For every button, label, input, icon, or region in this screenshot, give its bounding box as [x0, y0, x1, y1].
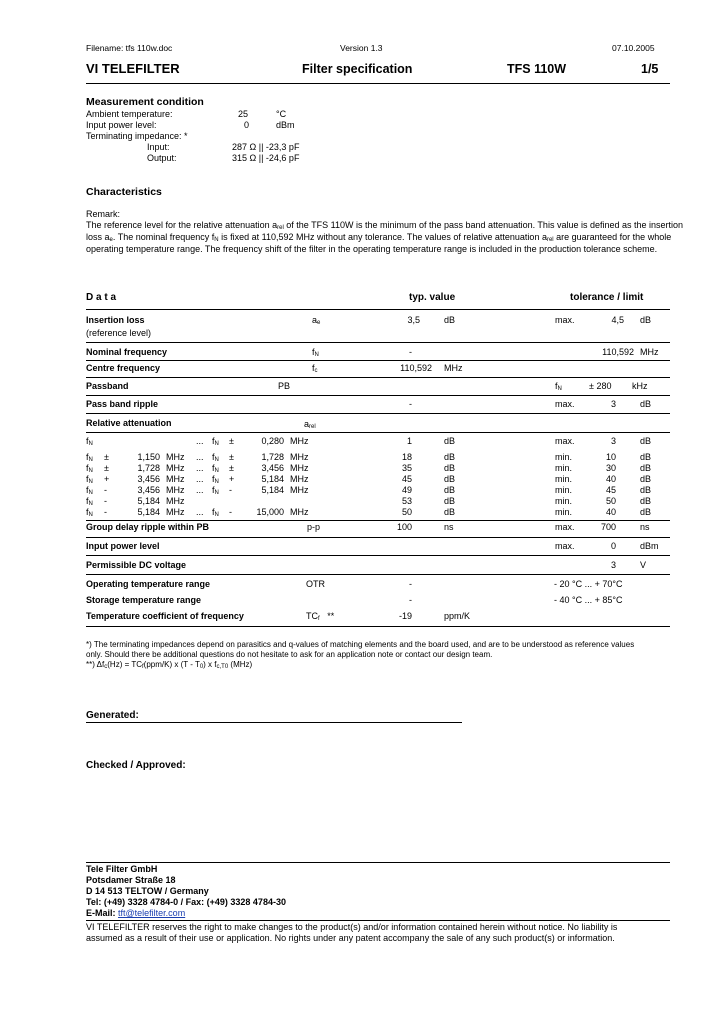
relatt-v2: 3,456	[261, 463, 284, 473]
group-tunit: ns	[640, 522, 650, 532]
row-divider	[86, 377, 670, 378]
relatt-typ: 35	[401, 463, 412, 473]
ripple-typ: -	[409, 399, 412, 409]
header-date: 07.10.2005	[612, 43, 655, 53]
relatt-f1: $f_N$	[86, 474, 93, 485]
relatt-dots: ...	[196, 485, 204, 495]
row-divider	[86, 537, 670, 538]
dc-unit: V	[640, 560, 647, 570]
group-value: 700	[600, 522, 616, 532]
relatt-unit: dB	[444, 485, 456, 495]
group-unit: ns	[444, 522, 454, 532]
nominal-typ: -	[409, 347, 412, 357]
tc-symbol: $TC_f$ **	[306, 611, 335, 622]
relatt-unit: dB	[444, 507, 456, 517]
relatt-dots: ...	[196, 436, 204, 446]
note-1: *) The terminating impedances depend on parasitics and q-values of matching elements and the board used, and are to be understood as reference values	[86, 640, 635, 649]
relatt-u1: MHz	[166, 474, 185, 484]
relatt-f1: $f_N$	[86, 452, 93, 463]
relatt-u1: MHz	[166, 485, 185, 495]
ripple-unit: dB	[640, 399, 652, 409]
company-phone: Tel: (+49) 3328 4784-0 / Fax: (+49) 3328 4784-30	[86, 897, 286, 907]
output-impedance: 315 Ω || -24,6 pF	[232, 153, 300, 163]
relatt-v1: 3,456	[137, 474, 160, 484]
relatt-v2: 5,184	[261, 474, 284, 484]
relatt-u2: MHz	[290, 485, 309, 495]
insertion-unit: dB	[444, 315, 456, 325]
footer-divider	[86, 862, 670, 863]
centre-symbol: $f_c$	[312, 363, 318, 374]
relatt-val: 40	[605, 507, 616, 517]
relatt-unit: dB	[444, 452, 456, 462]
relatt-f2: $f_N$	[212, 485, 219, 496]
relatt-f1: $f_N$	[86, 507, 93, 518]
relatt-op2: ±	[229, 463, 234, 473]
terminating-label: Terminating impedance: *	[86, 131, 188, 141]
company-street: Potsdamer Straße 18	[86, 875, 176, 885]
group-symbol: p-p	[307, 522, 321, 532]
input-impedance: 287 Ω || -23,3 pF	[232, 142, 300, 152]
relatt-typ: 49	[401, 485, 412, 495]
relatt-op2: +	[229, 474, 235, 484]
relatt-tunit: dB	[640, 474, 652, 484]
ripple-value: 3	[610, 399, 616, 409]
relatt-typ: 1	[406, 436, 412, 446]
passband-symbol: PB	[278, 381, 291, 391]
relatt-op2: ±	[229, 436, 234, 446]
generated-line	[86, 722, 462, 723]
relatt-unit: dB	[444, 474, 456, 484]
footer-divider-2	[86, 920, 670, 921]
relatt-v2: 15,000	[256, 507, 284, 517]
dc-value: 3	[610, 560, 616, 570]
table-head-data: D a t a	[86, 292, 117, 303]
email-row	[86, 909, 185, 918]
relatt-u2: MHz	[290, 436, 309, 446]
remark-label: Remark:	[86, 209, 121, 219]
tc-typ: -19	[398, 611, 412, 621]
storage-label: Storage temperature range	[86, 595, 202, 605]
nominal-value: 110,592	[602, 347, 634, 357]
measurement-heading: Measurement condition	[86, 96, 204, 108]
ambient-unit: °C	[276, 109, 287, 119]
table-bottom-divider	[86, 626, 670, 627]
note-3: **) $\Delta f_c(Hz) = TC_f(ppm/K)$ x $(T - T_0)$ x $f_{c,T0}$ (MHz)	[86, 660, 253, 670]
email-link[interactable]: tft@telefilter.com	[118, 908, 186, 918]
relatt-u1: MHz	[166, 507, 185, 517]
relatt-tunit: dB	[640, 452, 652, 462]
company-name: Tele Filter GmbH	[86, 864, 158, 874]
relatt-tol: max.	[555, 436, 575, 446]
relatt-u2: MHz	[290, 507, 309, 517]
relatt-dots: ...	[196, 452, 204, 462]
centre-unit: MHz	[444, 363, 463, 373]
relatt-tol: min.	[555, 474, 573, 484]
relatt-u2: MHz	[290, 463, 309, 473]
relatt-f2: $f_N$	[212, 463, 219, 474]
brand-vi: VI	[86, 61, 99, 76]
relatt-v1: 3,456	[137, 485, 160, 495]
relatt-val: 45	[605, 485, 616, 495]
passband-unit: kHz	[632, 381, 648, 391]
relatt-tol: min.	[555, 452, 573, 462]
relatt-v2: 1,728	[261, 452, 284, 462]
relatt-f2: $f_N$	[212, 474, 219, 485]
relatt-op1: -	[104, 496, 107, 506]
relatt-tol: min.	[555, 507, 573, 517]
relatt-op2: -	[229, 507, 232, 517]
relatt-tunit: dB	[640, 463, 652, 473]
relatt-op1: ±	[104, 452, 109, 462]
checked-label: Checked / Approved:	[86, 760, 186, 771]
relatt-v2: 0,280	[261, 436, 284, 446]
otr-symbol: OTR	[306, 579, 325, 589]
tc-label: Temperature coefficient of frequency	[86, 611, 244, 621]
group-typ: 100	[396, 522, 412, 532]
group-label: Group delay ripple within PB	[86, 522, 210, 532]
otr-range: - 20 °C ... + 70°C	[554, 579, 623, 589]
nominal-label: Nominal frequency	[86, 347, 168, 357]
passband-label: Passband	[86, 381, 129, 391]
table-head-typ: typ. value	[409, 292, 456, 303]
power-label: Input power level:	[86, 120, 157, 130]
relatt-val: 3	[610, 436, 616, 446]
relatt-op2: -	[229, 485, 232, 495]
group-tol: max.	[555, 522, 575, 532]
relatt-tol: min.	[555, 496, 573, 506]
inpower-tol: max.	[555, 541, 575, 551]
relatt-dots: ...	[196, 463, 204, 473]
relatt-typ: 53	[401, 496, 412, 506]
relatt-label: Relative attenuation	[86, 418, 172, 428]
row-divider	[86, 574, 670, 575]
filename: Filename: tfs 110w.doc	[86, 43, 173, 53]
relatt-op1: ±	[104, 463, 109, 473]
company-city: D 14 513 TELTOW / Germany	[86, 886, 209, 896]
characteristics-heading: Characteristics	[86, 186, 162, 198]
relatt-val: 50	[605, 496, 616, 506]
relatt-tunit: dB	[640, 507, 652, 517]
passband-ref: $f_N$	[555, 381, 562, 392]
relatt-u2: MHz	[290, 474, 309, 484]
relatt-op1: -	[104, 507, 107, 517]
relatt-f2: $f_N$	[212, 507, 219, 518]
relatt-unit: dB	[444, 436, 456, 446]
passband-pm: ± 280	[589, 381, 612, 391]
insertion-limit-unit: dB	[640, 315, 652, 325]
relatt-val: 40	[605, 474, 616, 484]
relatt-v1: 1,150	[137, 452, 160, 462]
relatt-typ: 45	[401, 474, 412, 484]
nominal-unit: MHz	[640, 347, 659, 357]
relatt-f2: $f_N$	[212, 436, 219, 447]
ripple-tol: max.	[555, 399, 575, 409]
relatt-v2: 5,184	[261, 485, 284, 495]
insertion-typ: 3,5	[407, 315, 420, 325]
relatt-tol: min.	[555, 463, 573, 473]
relatt-tunit: dB	[640, 496, 652, 506]
relatt-u1: MHz	[166, 496, 185, 506]
relatt-typ: 50	[401, 507, 412, 517]
relatt-u2: MHz	[290, 452, 309, 462]
insertion-sublabel: (reference level)	[86, 328, 152, 338]
input-label: Input:	[147, 142, 170, 152]
relatt-v1: 5,184	[137, 496, 160, 506]
relatt-val: 30	[605, 463, 616, 473]
relatt-val: 10	[605, 452, 616, 462]
header-divider	[86, 83, 670, 84]
storage-range: - 40 °C ... + 85°C	[554, 595, 623, 605]
insertion-symbol: $a_e$	[312, 315, 321, 326]
relatt-f1: $f_N$	[86, 463, 93, 474]
row-divider	[86, 555, 670, 556]
ambient-value: 25	[238, 109, 249, 119]
relatt-u1: MHz	[166, 452, 185, 462]
relatt-v1: 5,184	[137, 507, 160, 517]
ripple-label: Pass band ripple	[86, 399, 159, 409]
row-divider	[86, 432, 670, 433]
note-2: only. Should there be additional questions do not hesitate to ask for an application note or contact our design team.	[86, 650, 493, 659]
nominal-symbol: $f_N$	[312, 347, 319, 358]
relatt-typ: 18	[401, 452, 412, 462]
table-head-tolerance: tolerance / limit	[570, 292, 644, 303]
relatt-f1: $f_N$	[86, 436, 93, 447]
insertion-label: Insertion loss	[86, 315, 145, 325]
centre-typ: 110,592	[400, 363, 432, 373]
relatt-v1: 1,728	[137, 463, 160, 473]
relatt-unit: dB	[444, 496, 456, 506]
centre-label: Centre frequency	[86, 363, 161, 373]
remark-line-2: loss $a_e$. The nominal frequency $f_N$ is fixed at 110,592 MHz without any tolerance. The values of relative attenuation $a_{rel}$ are guaranteed for the whole	[86, 232, 672, 243]
inpower-value: 0	[610, 541, 616, 551]
inpower-label: Input power level	[86, 541, 160, 551]
storage-typ: -	[409, 595, 412, 605]
relatt-op2: ±	[229, 452, 234, 462]
relatt-f2: $f_N$	[212, 452, 219, 463]
relatt-f1: $f_N$	[86, 496, 93, 507]
relatt-op1: +	[104, 474, 110, 484]
dc-label: Permissible DC voltage	[86, 560, 187, 570]
relatt-dots: ...	[196, 507, 204, 517]
relatt-unit: dB	[444, 463, 456, 473]
otr-label: Operating temperature range	[86, 579, 211, 589]
relatt-symbol: $a_{rel}$	[304, 419, 316, 430]
row-divider	[86, 342, 670, 343]
relatt-u1: MHz	[166, 463, 185, 473]
relatt-tunit: dB	[640, 485, 652, 495]
table-head-divider	[86, 309, 670, 310]
brand-logo	[86, 62, 180, 75]
email-label: E-Mail:	[86, 908, 116, 918]
power-value: 0	[244, 120, 250, 130]
insertion-limit: 4,5	[611, 315, 624, 325]
brand-name: TELEFILTER	[101, 61, 180, 76]
disclaimer-2: assumed as a result of their use or application. No rights under any patent accompany the sale of any such product(s) or information.	[86, 933, 615, 943]
row-divider	[86, 395, 670, 396]
inpower-unit: dBm	[640, 541, 659, 551]
ambient-label: Ambient temperature:	[86, 109, 173, 119]
generated-label: Generated:	[86, 710, 139, 721]
row-divider	[86, 413, 670, 414]
relatt-op1: -	[104, 485, 107, 495]
tc-unit: ppm/K	[444, 611, 471, 621]
power-unit: dBm	[276, 120, 295, 130]
relatt-tol: min.	[555, 485, 573, 495]
relatt-f1: $f_N$	[86, 485, 93, 496]
insertion-tol: max.	[555, 315, 575, 325]
row-divider	[86, 520, 670, 521]
relatt-tunit: dB	[640, 436, 652, 446]
doc-title: Filter specification	[302, 62, 413, 76]
page-number: 1/5	[641, 62, 659, 76]
version: Version 1.3	[340, 43, 383, 53]
row-divider	[86, 360, 670, 361]
remark-line-3: operating temperature range. The frequency shift of the filter in the operating temperature range is included in the production tolerance scheme.	[86, 244, 658, 254]
remark-line-1: The reference level for the relative attenuation $a_{rel}$ of the TFS 110W is the minimum of the pass band attenuation. This value is defined as the insertion	[86, 220, 684, 231]
part-number: TFS 110W	[507, 62, 567, 76]
relatt-dots: ...	[196, 474, 204, 484]
otr-typ: -	[409, 579, 412, 589]
output-label: Output:	[147, 153, 177, 163]
disclaimer-1: VI TELEFILTER reserves the right to make changes to the product(s) and/or information contained herein without notice. No liability is	[86, 922, 618, 932]
